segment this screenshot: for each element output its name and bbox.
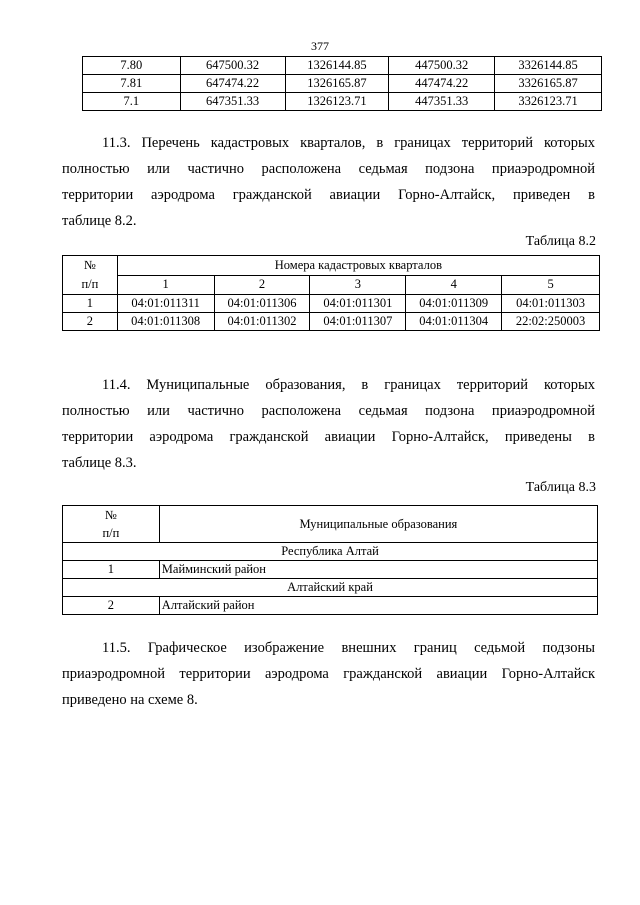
table-row <box>83 57 602 75</box>
table-cell: 04:01:011309 <box>406 295 502 313</box>
coordinates-table <box>82 56 602 111</box>
column-subheader: 4 <box>406 275 502 295</box>
table-cell: 22:02:250003 <box>502 313 600 331</box>
table-cell: 647474.22 <box>180 75 285 93</box>
table-cell: Майминский район <box>159 561 597 579</box>
table-cell: 04:01:011303 <box>502 295 600 313</box>
region-row <box>63 543 598 561</box>
text-line: территории аэродрома гражданской авиации Горно-Алтайск, приведены в <box>62 429 595 445</box>
text-line: 11.4. Муниципальные образования, в границах территорий которых <box>102 377 595 393</box>
table-cell: 3326165.87 <box>495 75 602 93</box>
table-cell: 7.80 <box>83 57 181 75</box>
region-name: Алтайский край <box>63 579 598 597</box>
column-subheader: 5 <box>502 275 600 295</box>
text-line: полностью или частично расположена седьмая подзона приаэродромной <box>62 403 595 419</box>
table-subheader-row <box>63 275 600 295</box>
column-header-group: Номера кадастровых кварталов <box>117 256 599 276</box>
table-cell: 1 <box>63 561 160 579</box>
table-cell: 1326144.85 <box>285 57 389 75</box>
table-cell: 04:01:011311 <box>117 295 214 313</box>
text-line: приаэродромной территории аэродрома гражданской авиации Горно-Алтайск <box>62 666 595 682</box>
table-cell: 647500.32 <box>180 57 285 75</box>
table-cell: 3326144.85 <box>495 57 602 75</box>
paragraph-11-3 <box>62 130 595 234</box>
table-cell: 647351.33 <box>180 93 285 111</box>
table-cell: 1 <box>63 295 118 313</box>
table-cell: 447474.22 <box>389 75 495 93</box>
text-line: полностью или частично расположена седьмая подзона приаэродромной <box>62 161 595 177</box>
table-cell: 447351.33 <box>389 93 495 111</box>
table-cell: Алтайский район <box>159 597 597 615</box>
text-line: таблице 8.2. <box>62 213 137 229</box>
paragraph-11-4 <box>62 372 595 476</box>
table-cell: 04:01:011304 <box>406 313 502 331</box>
table-cell: 7.1 <box>83 93 181 111</box>
table-row <box>63 597 598 615</box>
column-header-number: № п/п <box>63 506 160 543</box>
table-cell: 2 <box>63 597 160 615</box>
text-line: 11.3. Перечень кадастровых кварталов, в границах территорий которых <box>102 135 595 151</box>
column-subheader: 1 <box>117 275 214 295</box>
table-row <box>63 313 600 331</box>
table-8-3-caption: Таблица 8.3 <box>525 480 596 495</box>
table-cell: 04:01:011307 <box>310 313 406 331</box>
table-cell: 04:01:011302 <box>214 313 310 331</box>
table-row <box>63 561 598 579</box>
table-header-row <box>63 256 600 276</box>
region-name: Республика Алтай <box>63 543 598 561</box>
table-cell: 2 <box>63 313 118 331</box>
page-number: 377 <box>311 39 329 53</box>
text-line: приведено на схеме 8. <box>62 692 198 708</box>
text-line: территории аэродрома гражданской авиации Горно-Алтайск, приведен в <box>62 187 595 203</box>
table-cell: 7.81 <box>83 75 181 93</box>
table-cell: 04:01:011306 <box>214 295 310 313</box>
table-row <box>83 75 602 93</box>
table-cell: 447500.32 <box>389 57 495 75</box>
table-cell: 1326123.71 <box>285 93 389 111</box>
table-cell: 1326165.87 <box>285 75 389 93</box>
table-cell: 04:01:011301 <box>310 295 406 313</box>
table-cell: 3326123.71 <box>495 93 602 111</box>
column-subheader: 2 <box>214 275 310 295</box>
table-header-row <box>63 506 598 543</box>
paragraph-11-5 <box>62 635 595 713</box>
cadastral-quarters-table <box>62 255 600 331</box>
region-row <box>63 579 598 597</box>
column-header-municipalities: Муниципальные образования <box>159 506 597 543</box>
text-line: таблице 8.3. <box>62 455 137 471</box>
text-line: 11.5. Графическое изображение внешних границ седьмой подзоны <box>102 640 595 656</box>
table-row <box>83 93 602 111</box>
table-row <box>63 295 600 313</box>
column-header-number: № п/п <box>63 256 118 295</box>
table-8-2-caption: Таблица 8.2 <box>525 234 596 249</box>
column-subheader: 3 <box>310 275 406 295</box>
table-cell: 04:01:011308 <box>117 313 214 331</box>
municipalities-table <box>62 505 598 615</box>
